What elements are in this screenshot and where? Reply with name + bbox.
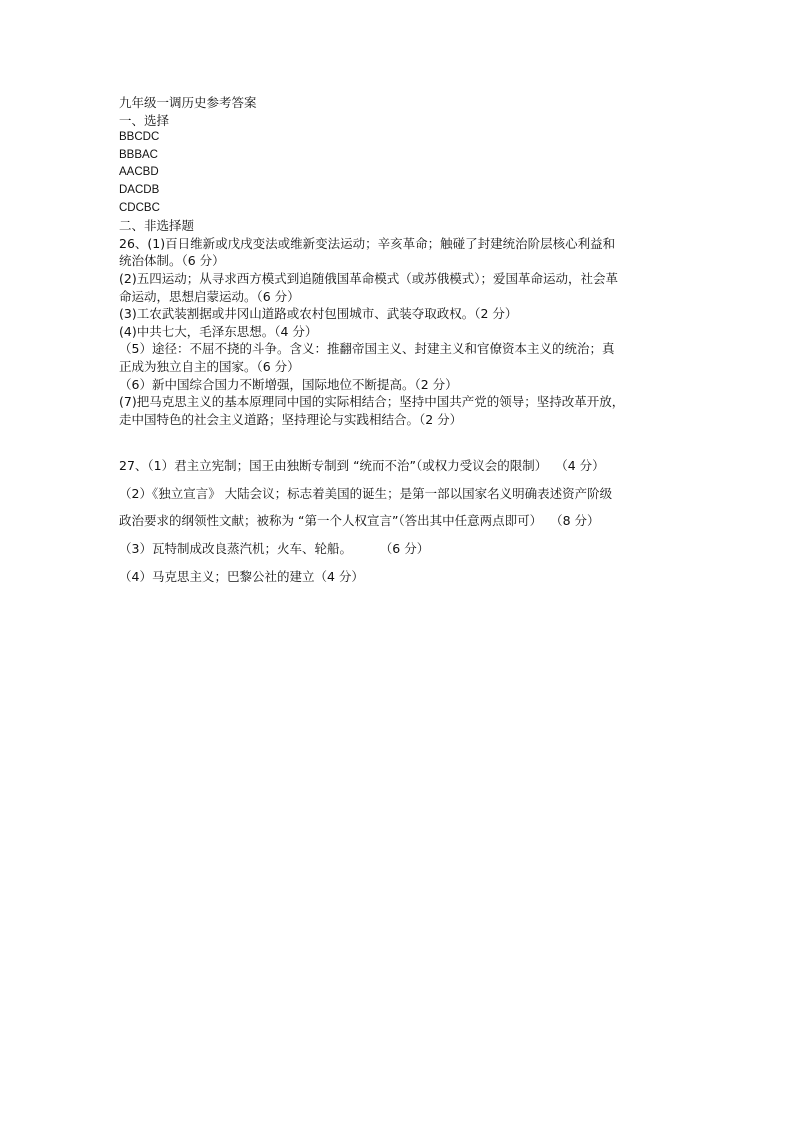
choice-answers-row-3: AACBD bbox=[119, 166, 159, 179]
choice-answers-row-4: DACDB bbox=[119, 183, 160, 196]
q26-line-1: 26、(1)百日维新或戊戌变法或维新变法运动；辛亥革命；触碰了封建统治阶层核心利益和 bbox=[119, 235, 616, 251]
q27-line-1: 27、（1）君主立宪制；国王由独断专制到 “统而不治”（或权力受议会的限制） （4 分） bbox=[119, 458, 605, 473]
q26-line-4: 命运动，思想启蒙运动。（6 分） bbox=[119, 288, 300, 304]
answer-key-part-1 bbox=[119, 94, 687, 428]
choice-answers-row-1: BBCDC bbox=[119, 131, 160, 144]
q26-line-2: 统治体制。（6 分） bbox=[119, 253, 225, 269]
q26-line-11: 走中国特色的社会主义道路；坚持理论与实践相结合。（2 分） bbox=[119, 411, 463, 427]
choice-answers-row-5: CDCBC bbox=[119, 201, 160, 214]
q27-line-4: （3）瓦特制成改良蒸汽机；火车、轮船。 （6 分） bbox=[119, 541, 430, 557]
section-heading-nonchoice: 二、非选择题 bbox=[119, 218, 195, 234]
q27-line-3: 政治要求的纲领性文献；被称为 “第一个人权宣言”（答出其中任意两点即可） （8 分） bbox=[119, 513, 600, 529]
section-heading-choice: 一、选择 bbox=[119, 112, 170, 128]
q27-line-2: （2）《独立宣言》 大陆会议；标志着美国的诞生；是第一部以国家名义明确表述资产阶级 bbox=[119, 485, 613, 501]
q27-line-5: （4）马克思主义；巴黎公社的建立（4 分） bbox=[119, 568, 364, 584]
q26-line-3: (2)五四运动；从寻求西方模式到追随俄国革命模式（或苏俄模式）；爱国革命运动，社会革 bbox=[119, 270, 618, 286]
q26-line-7: （5）途径：不屈不挠的斗争。含义：推翻帝国主义、封建主义和官僚资本主义的统治；真 bbox=[119, 341, 615, 357]
q26-line-6: (4)中共七大，毛泽东思想。（4 分） bbox=[119, 323, 318, 339]
q26-line-9: （6）新中国综合国力不断增强，国际地位不断提高。（2 分） bbox=[119, 376, 458, 392]
q26-line-8: 正成为独立自主的国家。（6 分） bbox=[119, 358, 300, 374]
answer-key-part-2 bbox=[119, 452, 687, 591]
q26-line-5: (3)工农武装割据或井冈山道路或农村包围城市、武装夺取政权。（2 分） bbox=[119, 306, 518, 322]
choice-answers-row-2: BBBAC bbox=[119, 148, 158, 161]
q26-line-10: (7)把马克思主义的基本原理同中国的实际相结合；坚持中国共产党的领导；坚持改革开放， bbox=[119, 394, 625, 410]
document-title: 九年级一调历史参考答案 bbox=[119, 95, 257, 110]
